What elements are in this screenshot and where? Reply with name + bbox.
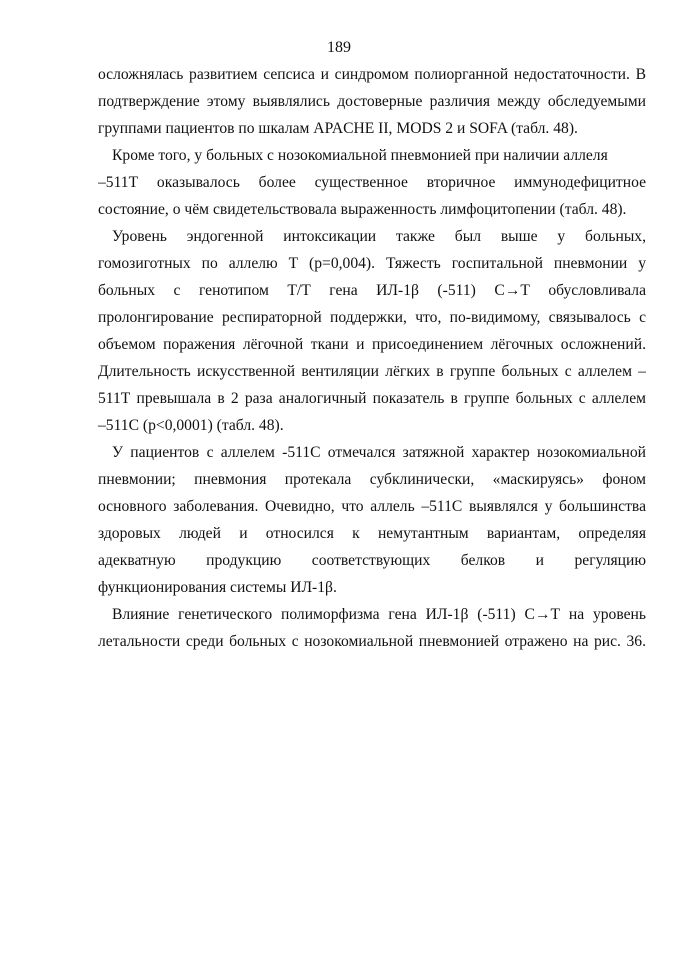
text-line: состояние, о чём свидетельствовала выраженность лимфоцитопении (табл. 48).: [98, 201, 627, 218]
text-line: –511Т оказывалось более существенное вторичное иммунодефицитное: [98, 174, 646, 191]
text-line: летальности среди больных с нозокомиальной пневмонией отражено на рис. 36.: [98, 633, 646, 650]
text-line: пневмонии; пневмония протекала субклинически, «маскируясь» фоном: [98, 471, 646, 488]
text-line: объемом поражения лёгочной ткани и присоединением лёгочных осложнений.: [98, 336, 646, 353]
text-line: –511С (р<0,0001) (табл. 48).: [98, 417, 284, 434]
page-number: 189: [327, 39, 351, 56]
text-line: функционирования системы ИЛ-1β.: [98, 579, 337, 596]
text-line: группами пациентов по шкалам APACHE II, MODS 2 и SOFA (табл. 48).: [98, 120, 578, 137]
text-line: осложнялась развитием сепсиса и синдромом полиорганной недостаточности. В: [98, 66, 646, 83]
body-text: [98, 61, 646, 655]
text-line: У пациентов с аллелем -511С отмечался затяжной характер нозокомиальной: [112, 444, 646, 461]
text-line: Влияние генетического полиморфизма гена ИЛ-1β (-511) С→Т на уровень: [112, 606, 646, 623]
text-line: гомозиготных по аллелю Т (р=0,004). Тяжесть госпитальной пневмонии у: [98, 255, 646, 272]
text-line: здоровых людей и относился к немутантным вариантам, определяя: [98, 525, 646, 542]
text-line: 511Т превышала в 2 раза аналогичный показатель в группе больных с аллелем: [98, 390, 646, 407]
text-line: Уровень эндогенной интоксикации также был выше у больных,: [112, 228, 646, 245]
text-line: Кроме того, у больных с нозокомиальной пневмонией при наличии аллеля: [112, 147, 608, 164]
text-line: больных с генотипом Т/Т гена ИЛ-1β (-511) С→Т обусловливала: [98, 282, 646, 299]
text-line: подтверждение этому выявлялись достоверные различия между обследуемыми: [98, 93, 646, 110]
text-line: основного заболевания. Очевидно, что аллель –511С выявлялся у большинства: [98, 498, 646, 515]
text-line: пролонгирование респираторной поддержки, что, по-видимому, связывалось с: [98, 309, 646, 326]
text-line: адекватную продукцию соответствующих белков и регуляцию: [98, 552, 646, 569]
text-line: Длительность искусственной вентиляции лёгких в группе больных с аллелем –: [98, 363, 646, 380]
